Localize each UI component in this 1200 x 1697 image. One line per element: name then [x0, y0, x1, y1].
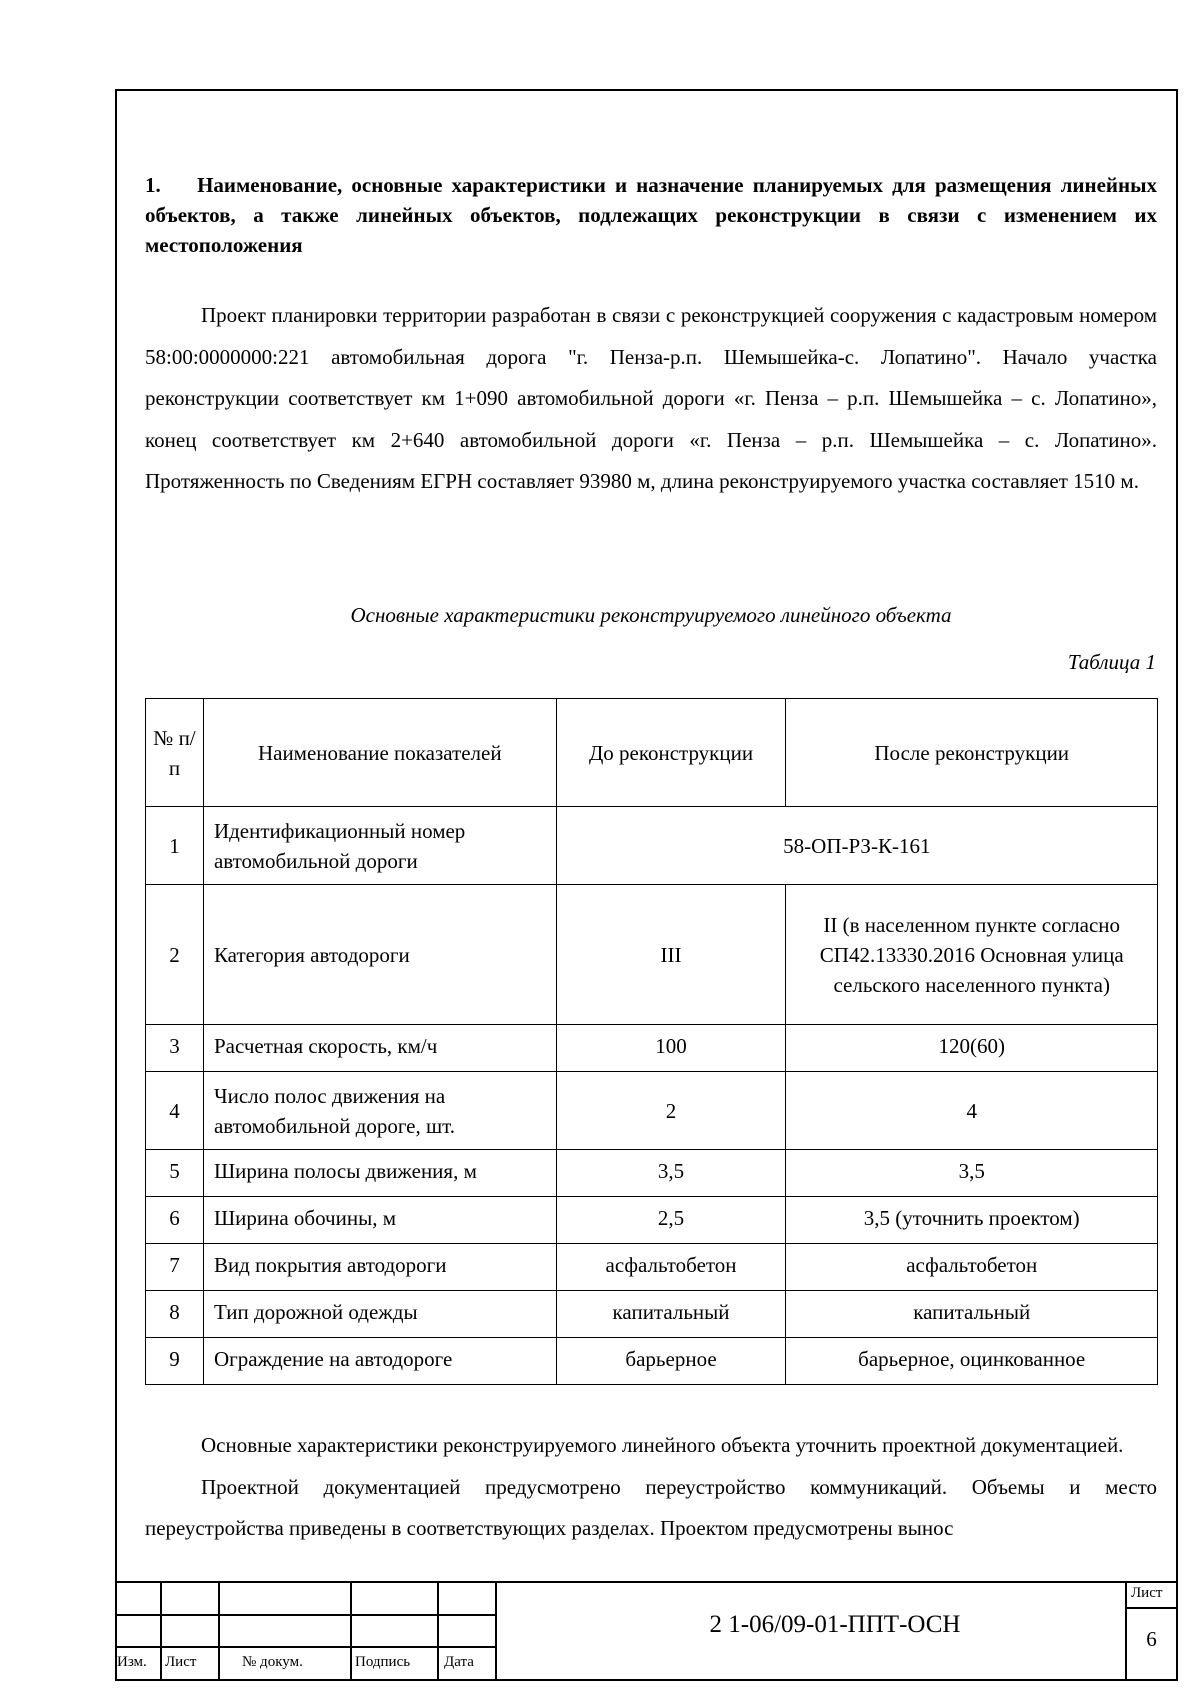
row-after: асфальтобетон [786, 1244, 1158, 1291]
row-number: 6 [146, 1197, 204, 1244]
table-row [146, 1244, 1158, 1291]
table-row [146, 1025, 1158, 1072]
row-after: 120(60) [786, 1025, 1158, 1072]
table-row [146, 1197, 1158, 1244]
after-table-paragraph-2: Проектной документацией предусмотрено переустройство коммуникаций. Объемы и место переустройства приведены в соответствующих разделах. Проектом предусмотрены вынос [145, 1474, 1157, 1540]
row-name: Тип дорожной одежды [203, 1291, 556, 1338]
stamp-grid-line [218, 1581, 220, 1681]
stamp-grid-line [1125, 1607, 1178, 1609]
table-row [146, 1291, 1158, 1338]
row-before: III [556, 885, 786, 1025]
table-row [146, 885, 1158, 1025]
after-table-paragraph-1: Основные характеристики реконструируемого линейного объекта уточнить проектной документацией. [201, 1433, 1124, 1457]
stamp-signature-label: Подпись [355, 1654, 411, 1670]
sheet-number: 6 [1146, 1627, 1157, 1651]
section-text [145, 170, 1157, 503]
row-before: 100 [556, 1025, 786, 1072]
row-name: Категория автодороги [203, 885, 556, 1025]
stamp-grid-line [350, 1581, 352, 1681]
stamp-grid-line [437, 1581, 439, 1681]
row-before: асфальтобетон [556, 1244, 786, 1291]
row-number: 4 [146, 1072, 204, 1150]
stamp-grid-line [160, 1581, 162, 1681]
row-before: 3,5 [556, 1150, 786, 1197]
row-number: 5 [146, 1150, 204, 1197]
row-name: Вид покрытия автодороги [203, 1244, 556, 1291]
stamp-list-label: Лист [165, 1654, 197, 1670]
row-before: капитальный [556, 1291, 786, 1338]
row-number: 1 [146, 807, 204, 885]
row-name: Ограждение на автодороге [203, 1338, 556, 1385]
stamp-grid-line [495, 1581, 497, 1681]
table-caption: Основные характеристики реконструируемого линейного объекта [350, 603, 952, 627]
row-after: барьерное, оцинкованное [786, 1338, 1158, 1385]
row-name: Расчетная скорость, км/ч [203, 1025, 556, 1072]
header-before: До реконструкции [556, 699, 786, 807]
stamp-date-label: Дата [444, 1654, 474, 1670]
stamp-top-line [115, 1581, 1178, 1583]
after-table-text [145, 1425, 1157, 1550]
intro-paragraph: Проект планировки территории разработан в связи с реконструкцией сооружения с кадастровым номером 58:00:0000000:221 автомобильная дорога "г. Пенза-р.п. Шемышейка-с. Лопатино". Начало участка реконструкции соответствует км 1+090 автомобильной дороги «г. Пенза – р.п. Шемышейка – с. Лопатино», конец соответствует км 2+640 автомобильной дороги «г. Пенза – р.п. Шемышейка – с. Лопатино». Протяженность по Сведениям ЕГРН составляет 93980 м, длина реконструируемого участка составляет 1510 м. [145, 303, 1157, 493]
section-heading: 1. Наименование, основные характеристики и назначение планируемых для размещения линейных объектов, а также линейных объектов, подлежащих реконструкции в связи с изменением их местоположения [145, 173, 1157, 257]
row-before: 2 [556, 1072, 786, 1150]
row-before: барьерное [556, 1338, 786, 1385]
stamp-izm-label: Изм. [117, 1654, 147, 1670]
row-merged-value: 58-ОП-РЗ-К-161 [556, 807, 1157, 885]
row-after: 3,5 (уточнить проектом) [786, 1197, 1158, 1244]
stamp-sheet-label: Лист [1131, 1585, 1163, 1601]
header-number: № п/п [146, 699, 204, 807]
row-number: 3 [146, 1025, 204, 1072]
table-number: Таблица 1 [1067, 650, 1156, 674]
table-header-row [146, 699, 1158, 807]
header-after: После реконструкции [786, 699, 1158, 807]
characteristics-table [145, 698, 1158, 1385]
row-number: 9 [146, 1338, 204, 1385]
row-name: Идентификационный номер автомобильной дороги [203, 807, 556, 885]
stamp-docnum-label: № докум. [242, 1654, 303, 1670]
header-name: Наименование показателей [203, 699, 556, 807]
table-row [146, 1150, 1158, 1197]
row-after: 3,5 [786, 1150, 1158, 1197]
row-name: Число полос движения на автомобильной дороге, шт. [203, 1072, 556, 1150]
row-after: 4 [786, 1072, 1158, 1150]
table-row [146, 1072, 1158, 1150]
row-before: 2,5 [556, 1197, 786, 1244]
document-code: 2 1-06/09-01-ППТ-ОСН [709, 1611, 961, 1638]
row-number: 2 [146, 885, 204, 1025]
table-row [146, 807, 1158, 885]
row-after: II (в населенном пункте согласно СП42.13330.2016 Основная улица сельского населенного пункта) [786, 885, 1158, 1025]
row-number: 7 [146, 1244, 204, 1291]
table-row [146, 1338, 1158, 1385]
row-name: Ширина полосы движения, м [203, 1150, 556, 1197]
row-after: капитальный [786, 1291, 1158, 1338]
row-name: Ширина обочины, м [203, 1197, 556, 1244]
row-number: 8 [146, 1291, 204, 1338]
title-block [115, 1581, 1178, 1681]
